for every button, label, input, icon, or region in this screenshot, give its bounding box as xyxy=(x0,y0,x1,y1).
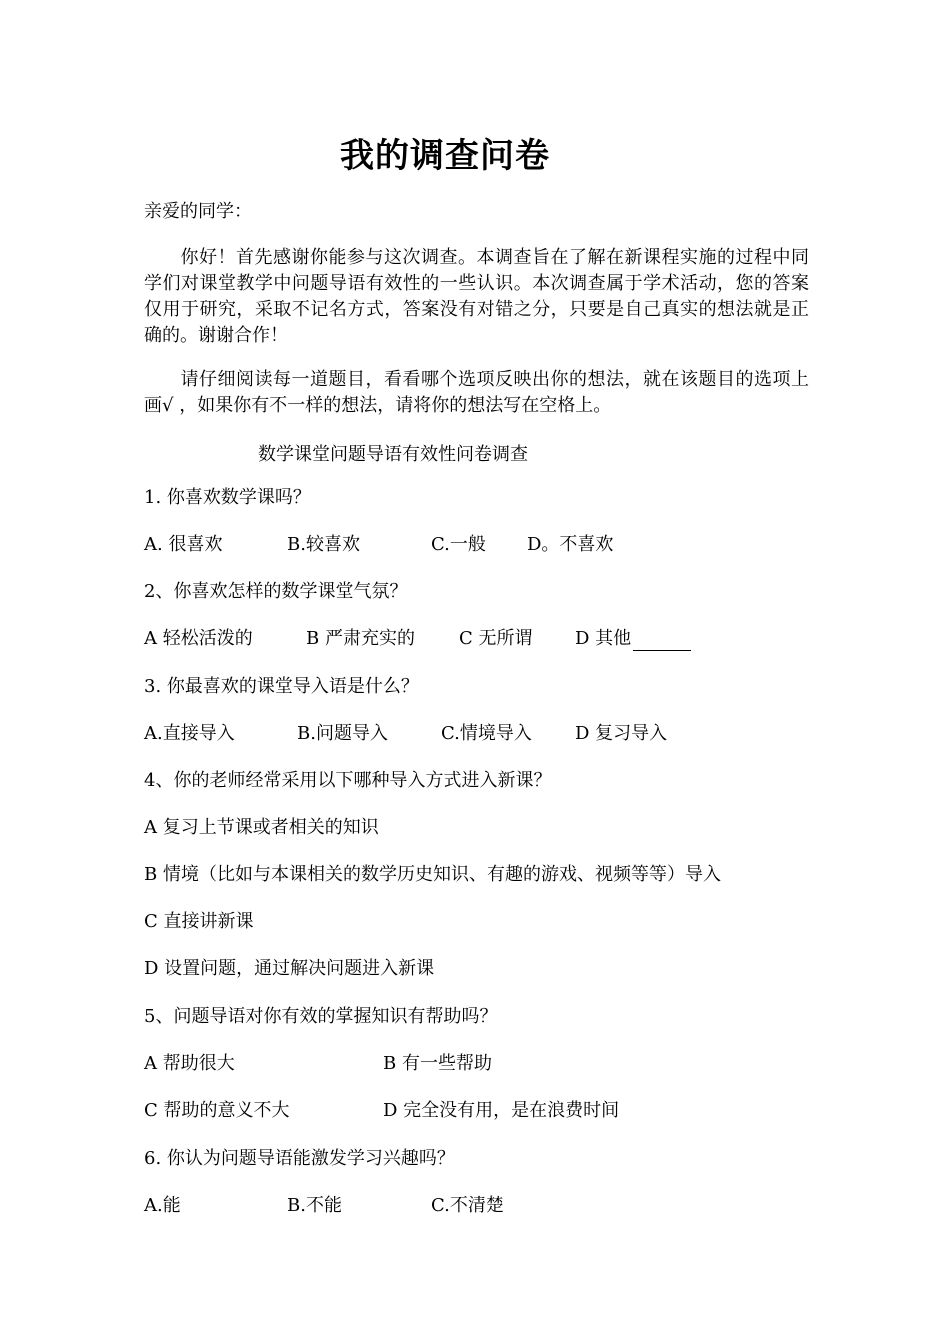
intro-text: 你好！首先感谢你能参与这次调查。本调查旨在了解在新课程实施的过程中同学们对课堂教学中问题导语有效性的一些认识。本次调查属于学术活动，您的答案仅用于研究，采取不记名方式，答案没有对错之分，只要是自己真实的想法就是正确的。谢谢合作！ xyxy=(144,247,809,346)
q6-option-a[interactable]: A.能 xyxy=(144,1195,181,1216)
q5-option-c[interactable]: C 帮助的意义不大 xyxy=(144,1100,290,1121)
q4-option-b[interactable]: B 情境（比如与本课相关的数学历史知识、有趣的游戏、视频等等）导入 xyxy=(144,864,721,885)
question-4: 4、你的老师经常采用以下哪种导入方式进入新课？ xyxy=(144,770,552,791)
q5-option-d[interactable]: D 完全没有用，是在浪费时间 xyxy=(383,1100,620,1121)
question-6: 6. 你认为问题导语能激发学习兴趣吗？ xyxy=(144,1148,455,1169)
question-5: 5、问题导语对你有效的掌握知识有帮助吗？ xyxy=(144,1006,498,1027)
instruction-text: 请仔细阅读每一道题目，看看哪个选项反映出你的想法，就在该题目的选项上画√ ，如果你有不一样的想法，请将你的想法写在空格上。 xyxy=(144,369,809,416)
q2-option-d-label: D 其他 xyxy=(575,628,632,649)
q2-option-b[interactable]: B 严肃充实的 xyxy=(306,628,415,649)
q4-option-c[interactable]: C 直接讲新课 xyxy=(144,911,254,932)
q5-option-a[interactable]: A 帮助很大 xyxy=(144,1053,235,1074)
q2-option-a[interactable]: A 轻松活泼的 xyxy=(144,628,253,649)
question-3: 3. 你最喜欢的课堂导入语是什么？ xyxy=(144,676,419,697)
q4-option-d[interactable]: D 设置问题，通过解决问题进入新课 xyxy=(144,958,435,979)
q4-option-a[interactable]: A 复习上节课或者相关的知识 xyxy=(144,817,379,838)
q1-option-c[interactable]: C.一般 xyxy=(431,534,486,555)
q2-option-d[interactable] xyxy=(575,627,691,651)
q2-option-c[interactable]: C 无所谓 xyxy=(459,628,533,649)
question-2: 2、你喜欢怎样的数学课堂气氛？ xyxy=(144,581,408,602)
q1-option-b[interactable]: B.较喜欢 xyxy=(287,534,360,555)
q6-option-b[interactable]: B.不能 xyxy=(287,1195,342,1216)
q3-option-c[interactable]: C.情境导入 xyxy=(441,723,532,744)
intro-paragraph xyxy=(144,245,809,349)
q3-option-b[interactable]: B.问题导入 xyxy=(297,723,388,744)
q1-option-d[interactable]: D。不喜欢 xyxy=(527,534,614,555)
q3-option-d[interactable]: D 复习导入 xyxy=(575,723,668,744)
q3-option-a[interactable]: A.直接导入 xyxy=(144,723,235,744)
question-1: 1. 你喜欢数学课吗？ xyxy=(144,487,311,508)
q5-option-b[interactable]: B 有一些帮助 xyxy=(383,1053,492,1074)
instruction-paragraph xyxy=(144,367,809,419)
page-title: 我的调查问卷 xyxy=(340,136,550,176)
q1-option-a[interactable]: A. 很喜欢 xyxy=(144,534,223,555)
greeting: 亲爱的同学： xyxy=(144,201,252,222)
q2-other-blank[interactable] xyxy=(633,632,691,651)
q6-option-c[interactable]: C.不清楚 xyxy=(431,1195,504,1216)
survey-subtitle: 数学课堂问题导语有效性问卷调查 xyxy=(258,444,528,465)
